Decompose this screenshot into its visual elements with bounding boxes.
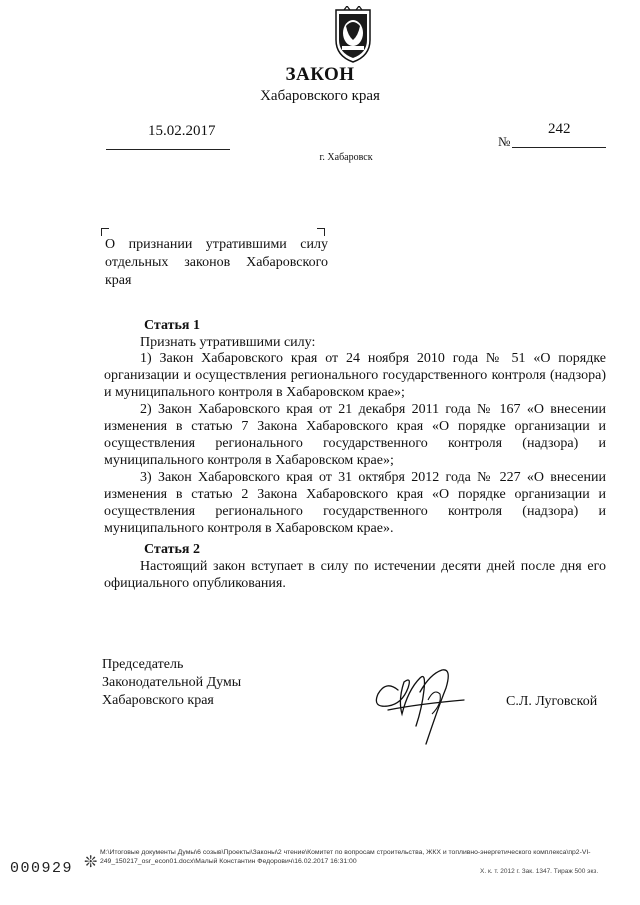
signatory-title-line: Председатель — [102, 657, 184, 672]
city-label: г. Хабаровск — [319, 152, 373, 163]
article-1-item: 1) Закон Хабаровского края от 24 ноября 2010 года № 51 «О порядке организации и осуществления регионального государственного контроля (надзора) и муниципального контроля в Хабаровском крае»; — [104, 351, 606, 400]
article-2-body — [104, 558, 606, 592]
signatory-title-line: Хабаровского края — [102, 693, 214, 708]
article-1-item: 2) Закон Хабаровского края от 21 декабря 2011 года № 167 «О внесении изменения в статью 7 Закона Хабаровского края «О порядке организации и осуществления регионального государственного контроля (надзора) и муниципального контроля в Хабаровском крае»; — [104, 402, 606, 468]
signatory-title-line: Законодательной Думы — [102, 675, 242, 690]
document-subject: О признании утратившими силу отдельных законов Хабаровского края — [105, 237, 328, 288]
registration-number: 000929 — [10, 860, 74, 877]
handwritten-signature — [368, 660, 470, 748]
article-2-text: Настоящий закон вступает в силу по истечении десяти дней после дня его официального опубликования. — [104, 559, 606, 591]
number-underline — [512, 147, 606, 148]
print-info: Х. к. т. 2012 г. Зак. 1347. Тираж 500 экз. — [480, 868, 599, 875]
subject-bracket-left — [101, 228, 109, 236]
file-path-footer: М:\Итоговые документы Думы\6 созыв\Проекты\Законы\2 чтение\Комитет по вопросам строительства, ЖКХ и топливно-энергетического комплекса\пр2-VI-249_150217_osr_econ01.docx\Малый Константин Федорович\16.02.2017 16:31:00 — [100, 849, 591, 865]
article-1-items — [104, 350, 606, 537]
article-1-item: 3) Закон Хабаровского края от 31 октября 2012 года № 227 «О внесении изменения в статью 2 Закона Хабаровского края «О порядке организации и осуществления регионального государственного контроля (надзора) и муниципального контроля в Хабаровском крае». — [104, 470, 606, 536]
date-underline — [106, 149, 230, 150]
signatory-name: С.Л. Луговской — [506, 694, 598, 709]
article-2-heading: Статья 2 — [144, 542, 200, 557]
subject-bracket-right — [317, 228, 325, 236]
coat-of-arms-emblem — [330, 6, 376, 64]
asterisk-mark-icon: ❊ — [84, 854, 98, 871]
document-subtitle: Хабаровского края — [260, 88, 380, 104]
article-1-intro — [104, 334, 606, 351]
signatory-title — [102, 656, 241, 710]
article-1-heading: Статья 1 — [144, 318, 200, 333]
document-date: 15.02.2017 — [148, 123, 216, 139]
article-1-intro-text: Признать утратившими силу: — [140, 335, 316, 350]
document-title: ЗАКОН — [285, 64, 355, 85]
number-label: № — [498, 134, 511, 149]
document-number: 242 — [548, 121, 571, 137]
